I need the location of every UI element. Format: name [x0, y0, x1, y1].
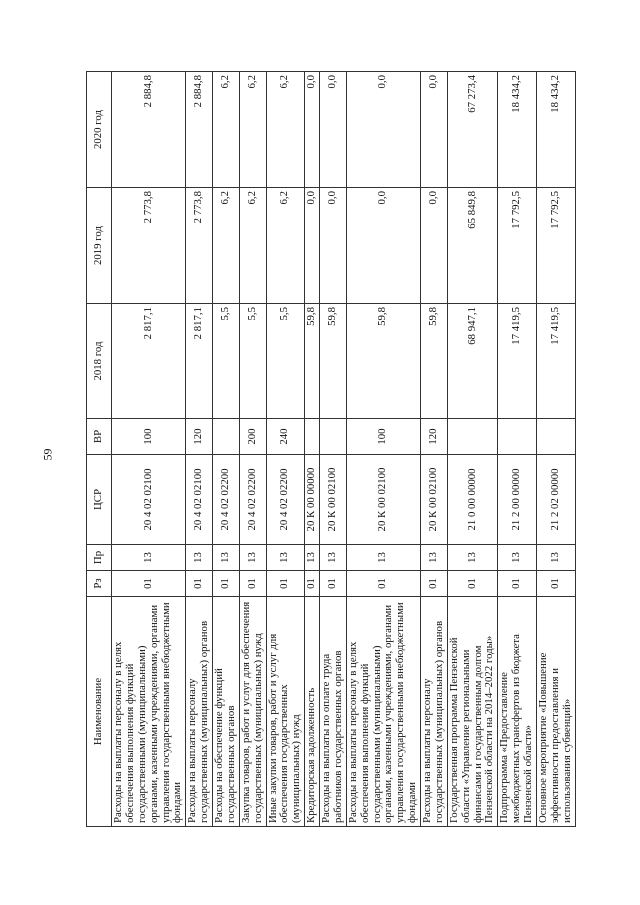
- cell-y2020: 2 884,8: [112, 72, 186, 188]
- rotated-table-container: [86, 72, 573, 827]
- table-row: [266, 72, 305, 827]
- cell-csr: 20 4 02 02100: [186, 455, 213, 545]
- cell-y2019: 2 773,8: [186, 188, 213, 304]
- cell-name: Расходы на выплаты персоналу государственных (муниципальных) органов: [186, 597, 213, 827]
- cell-y2018: 59,8: [421, 304, 448, 419]
- cell-pr: 13: [498, 545, 537, 571]
- cell-y2020: 6,2: [266, 72, 305, 188]
- table-row: [498, 72, 537, 827]
- cell-y2020: 0,0: [305, 72, 320, 188]
- table-row: [239, 72, 266, 827]
- cell-pr: 13: [305, 545, 320, 571]
- cell-csr: 20 4 02 02200: [213, 455, 240, 545]
- cell-y2020: 0,0: [421, 72, 448, 188]
- cell-y2019: 17 792,5: [498, 188, 537, 304]
- header-2019: 2019 год: [87, 188, 112, 304]
- cell-csr: 20 К 00 02100: [346, 455, 420, 545]
- cell-vr: 100: [112, 419, 186, 455]
- cell-y2019: 17 792,5: [536, 188, 575, 304]
- cell-rz: 01: [266, 571, 305, 597]
- cell-pr: 13: [239, 545, 266, 571]
- cell-csr: 20 К 00 00000: [305, 455, 320, 545]
- table-row: [447, 72, 498, 827]
- cell-name: Расходы на выплаты персоналу государственных (муниципальных) органов: [421, 597, 448, 827]
- cell-y2019: 6,2: [266, 188, 305, 304]
- cell-name: Расходы на выплаты персоналу в целях обеспечения выполнения функций государственными (муниципальными) органами, казенными учреждениями, органами управления государственными внебюджетными фондами: [346, 597, 420, 827]
- cell-y2018: 2 817,1: [186, 304, 213, 419]
- cell-name: Расходы на обеспечение функций государственных органов: [213, 597, 240, 827]
- header-csr: ЦСР: [87, 455, 112, 545]
- cell-y2019: 6,2: [213, 188, 240, 304]
- cell-pr: 13: [536, 545, 575, 571]
- cell-y2019: 65 849,8: [447, 188, 498, 304]
- table-row: [186, 72, 213, 827]
- cell-y2018: 5,5: [266, 304, 305, 419]
- cell-y2018: 59,8: [346, 304, 420, 419]
- cell-y2019: 0,0: [346, 188, 420, 304]
- cell-vr: 100: [346, 419, 420, 455]
- cell-csr: 20 4 02 02200: [239, 455, 266, 545]
- header-2018: 2018 год: [87, 304, 112, 419]
- cell-pr: 13: [112, 545, 186, 571]
- table-row: [421, 72, 448, 827]
- cell-rz: 01: [346, 571, 420, 597]
- cell-pr: 13: [266, 545, 305, 571]
- header-rz: Рз: [87, 571, 112, 597]
- cell-name: Закупка товаров, работ и услуг для обеспечения государственных (муниципальных) нужд: [239, 597, 266, 827]
- table-row: [536, 72, 575, 827]
- cell-y2018: 2 817,1: [112, 304, 186, 419]
- cell-y2020: 18 434,2: [498, 72, 537, 188]
- cell-y2020: 18 434,2: [536, 72, 575, 188]
- cell-name: Расходы на выплаты по оплате труда работников государственных органов: [320, 597, 347, 827]
- cell-rz: 01: [421, 571, 448, 597]
- cell-name: Основное мероприятие «Повышение эффективности предоставления и использования субвенций»: [536, 597, 575, 827]
- cell-pr: 13: [320, 545, 347, 571]
- cell-pr: 13: [447, 545, 498, 571]
- cell-csr: 20 К 00 02100: [421, 455, 448, 545]
- cell-csr: 21 2 00 00000: [498, 455, 537, 545]
- cell-y2020: 0,0: [320, 72, 347, 188]
- cell-y2018: 5,5: [239, 304, 266, 419]
- cell-y2018: 17 419,5: [536, 304, 575, 419]
- cell-y2018: 59,8: [305, 304, 320, 419]
- table-row: [346, 72, 420, 827]
- cell-name: Подпрограмма «Предоставление межбюджетных трансфертов из бюджета Пензенской области»: [498, 597, 537, 827]
- cell-vr: [536, 419, 575, 455]
- cell-vr: 120: [186, 419, 213, 455]
- cell-pr: 13: [346, 545, 420, 571]
- cell-rz: 01: [186, 571, 213, 597]
- cell-vr: 240: [266, 419, 305, 455]
- cell-y2018: 59,8: [320, 304, 347, 419]
- cell-rz: 01: [112, 571, 186, 597]
- budget-table: [86, 71, 576, 827]
- cell-rz: 01: [536, 571, 575, 597]
- cell-y2018: 5,5: [213, 304, 240, 419]
- table-row: [305, 72, 320, 827]
- cell-y2020: 0,0: [346, 72, 420, 188]
- table-row: [112, 72, 186, 827]
- header-2020: 2020 год: [87, 72, 112, 188]
- cell-rz: 01: [498, 571, 537, 597]
- table-header-row: [87, 72, 112, 827]
- cell-vr: 200: [239, 419, 266, 455]
- cell-csr: 20 4 02 02100: [112, 455, 186, 545]
- cell-y2019: 0,0: [320, 188, 347, 304]
- cell-name: Расходы на выплаты персоналу в целях обеспечения выполнения функций государственными (муниципальными) органами, казенными учреждениями, органами управления государственными внебюджетными фондами: [112, 597, 186, 827]
- cell-y2019: 0,0: [305, 188, 320, 304]
- header-pr: Пр: [87, 545, 112, 571]
- cell-y2019: 6,2: [239, 188, 266, 304]
- cell-y2019: 2 773,8: [112, 188, 186, 304]
- cell-name: Иные закупки товаров, работ и услуг для обеспечения государственных (муниципальных) нужд: [266, 597, 305, 827]
- page-number: 59: [40, 448, 55, 461]
- cell-vr: [320, 419, 347, 455]
- cell-pr: 13: [213, 545, 240, 571]
- cell-csr: 20 К 00 02100: [320, 455, 347, 545]
- cell-csr: 21 0 00 00000: [447, 455, 498, 545]
- cell-rz: 01: [320, 571, 347, 597]
- cell-csr: 21 2 02 00000: [536, 455, 575, 545]
- cell-vr: [305, 419, 320, 455]
- cell-y2019: 0,0: [421, 188, 448, 304]
- cell-rz: 01: [213, 571, 240, 597]
- cell-rz: 01: [239, 571, 266, 597]
- header-name: Наименование: [87, 597, 112, 827]
- cell-csr: 20 4 02 02200: [266, 455, 305, 545]
- cell-y2018: 68 947,1: [447, 304, 498, 419]
- cell-y2020: 67 273,4: [447, 72, 498, 188]
- cell-vr: [498, 419, 537, 455]
- cell-y2020: 6,2: [213, 72, 240, 188]
- table-row: [213, 72, 240, 827]
- cell-y2020: 2 884,8: [186, 72, 213, 188]
- cell-name: Кредиторская задолженность: [305, 597, 320, 827]
- cell-y2018: 17 419,5: [498, 304, 537, 419]
- table-row: [320, 72, 347, 827]
- cell-vr: [447, 419, 498, 455]
- cell-vr: 120: [421, 419, 448, 455]
- cell-rz: 01: [305, 571, 320, 597]
- cell-y2020: 6,2: [239, 72, 266, 188]
- cell-name: Государственная программа Пензенской области «Управление региональными финансами и государственным долгом Пензенской области на 2014–2022 годы»: [447, 597, 498, 827]
- cell-rz: 01: [447, 571, 498, 597]
- cell-vr: [213, 419, 240, 455]
- cell-pr: 13: [186, 545, 213, 571]
- cell-pr: 13: [421, 545, 448, 571]
- header-vr: ВР: [87, 419, 112, 455]
